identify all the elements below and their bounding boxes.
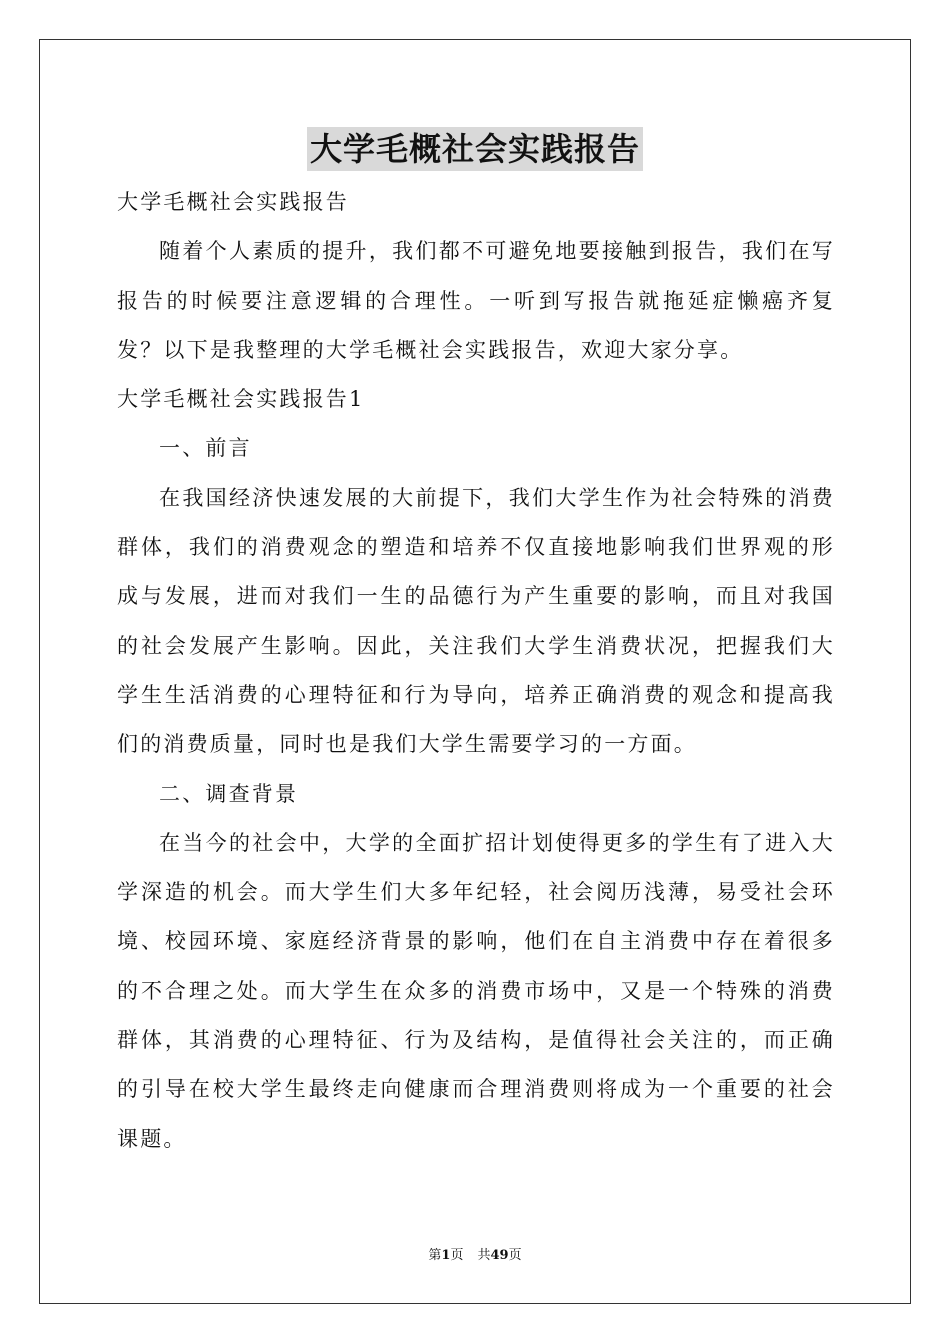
document-title: 大学毛概社会实践报告 (307, 127, 643, 171)
paragraph: 大学毛概社会实践报告 (117, 190, 349, 214)
title-container (0, 127, 950, 171)
section-heading: 一、前言 (159, 436, 252, 461)
total-pages: 49 (490, 1248, 509, 1263)
page-prefix: 第 (428, 1248, 442, 1263)
paragraph: 随着个人素质的提升，我们都不可避免地要接触到报告，我们在写报告的时候要注意逻辑的合理性。一听到写报告就拖延症懒癌齐复发？以下是我整理的大学毛概社会实践报告，欢迎大家分享。 (117, 239, 835, 362)
document-body (117, 178, 835, 1164)
page-number: 1 (441, 1248, 451, 1263)
total-prefix: 共 (477, 1248, 491, 1263)
paragraph: 在我国经济快速发展的大前提下，我们大学生作为社会特殊的消费群体，我们的消费观念的塑造和培养不仅直接地影响我们世界观的形成与发展，进而对我们一生的品德行为产生重要的影响，而且对我国的社会发展产生影响。因此，关注我们大学生消费状况，把握我们大学生生活消费的心理特征和行为导向，培养正确消费的观念和提高我们的消费质量，同时也是我们大学生需要学习的一方面。 (117, 485, 835, 757)
paragraph: 在当今的社会中，大学的全面扩招计划使得更多的学生有了进入大学深造的机会。而大学生们大多年纪轻，社会阅历浅薄，易受社会环境、校园环境、家庭经济背景的影响，他们在自主消费中存在着很多的不合理之处。而大学生在众多的消费市场中，又是一个特殊的消费群体，其消费的心理特征、行为及结构，是值得社会关注的，而正确的引导在校大学生最终走向健康而合理消费则将成为一个重要的社会课题。 (117, 830, 835, 1151)
total-suffix: 页 (508, 1248, 522, 1263)
section-heading: 二、调查背景 (159, 781, 299, 806)
page-footer (0, 1246, 950, 1266)
page-suffix: 页 (450, 1248, 464, 1263)
section-heading: 大学毛概社会实践报告1 (117, 387, 365, 412)
